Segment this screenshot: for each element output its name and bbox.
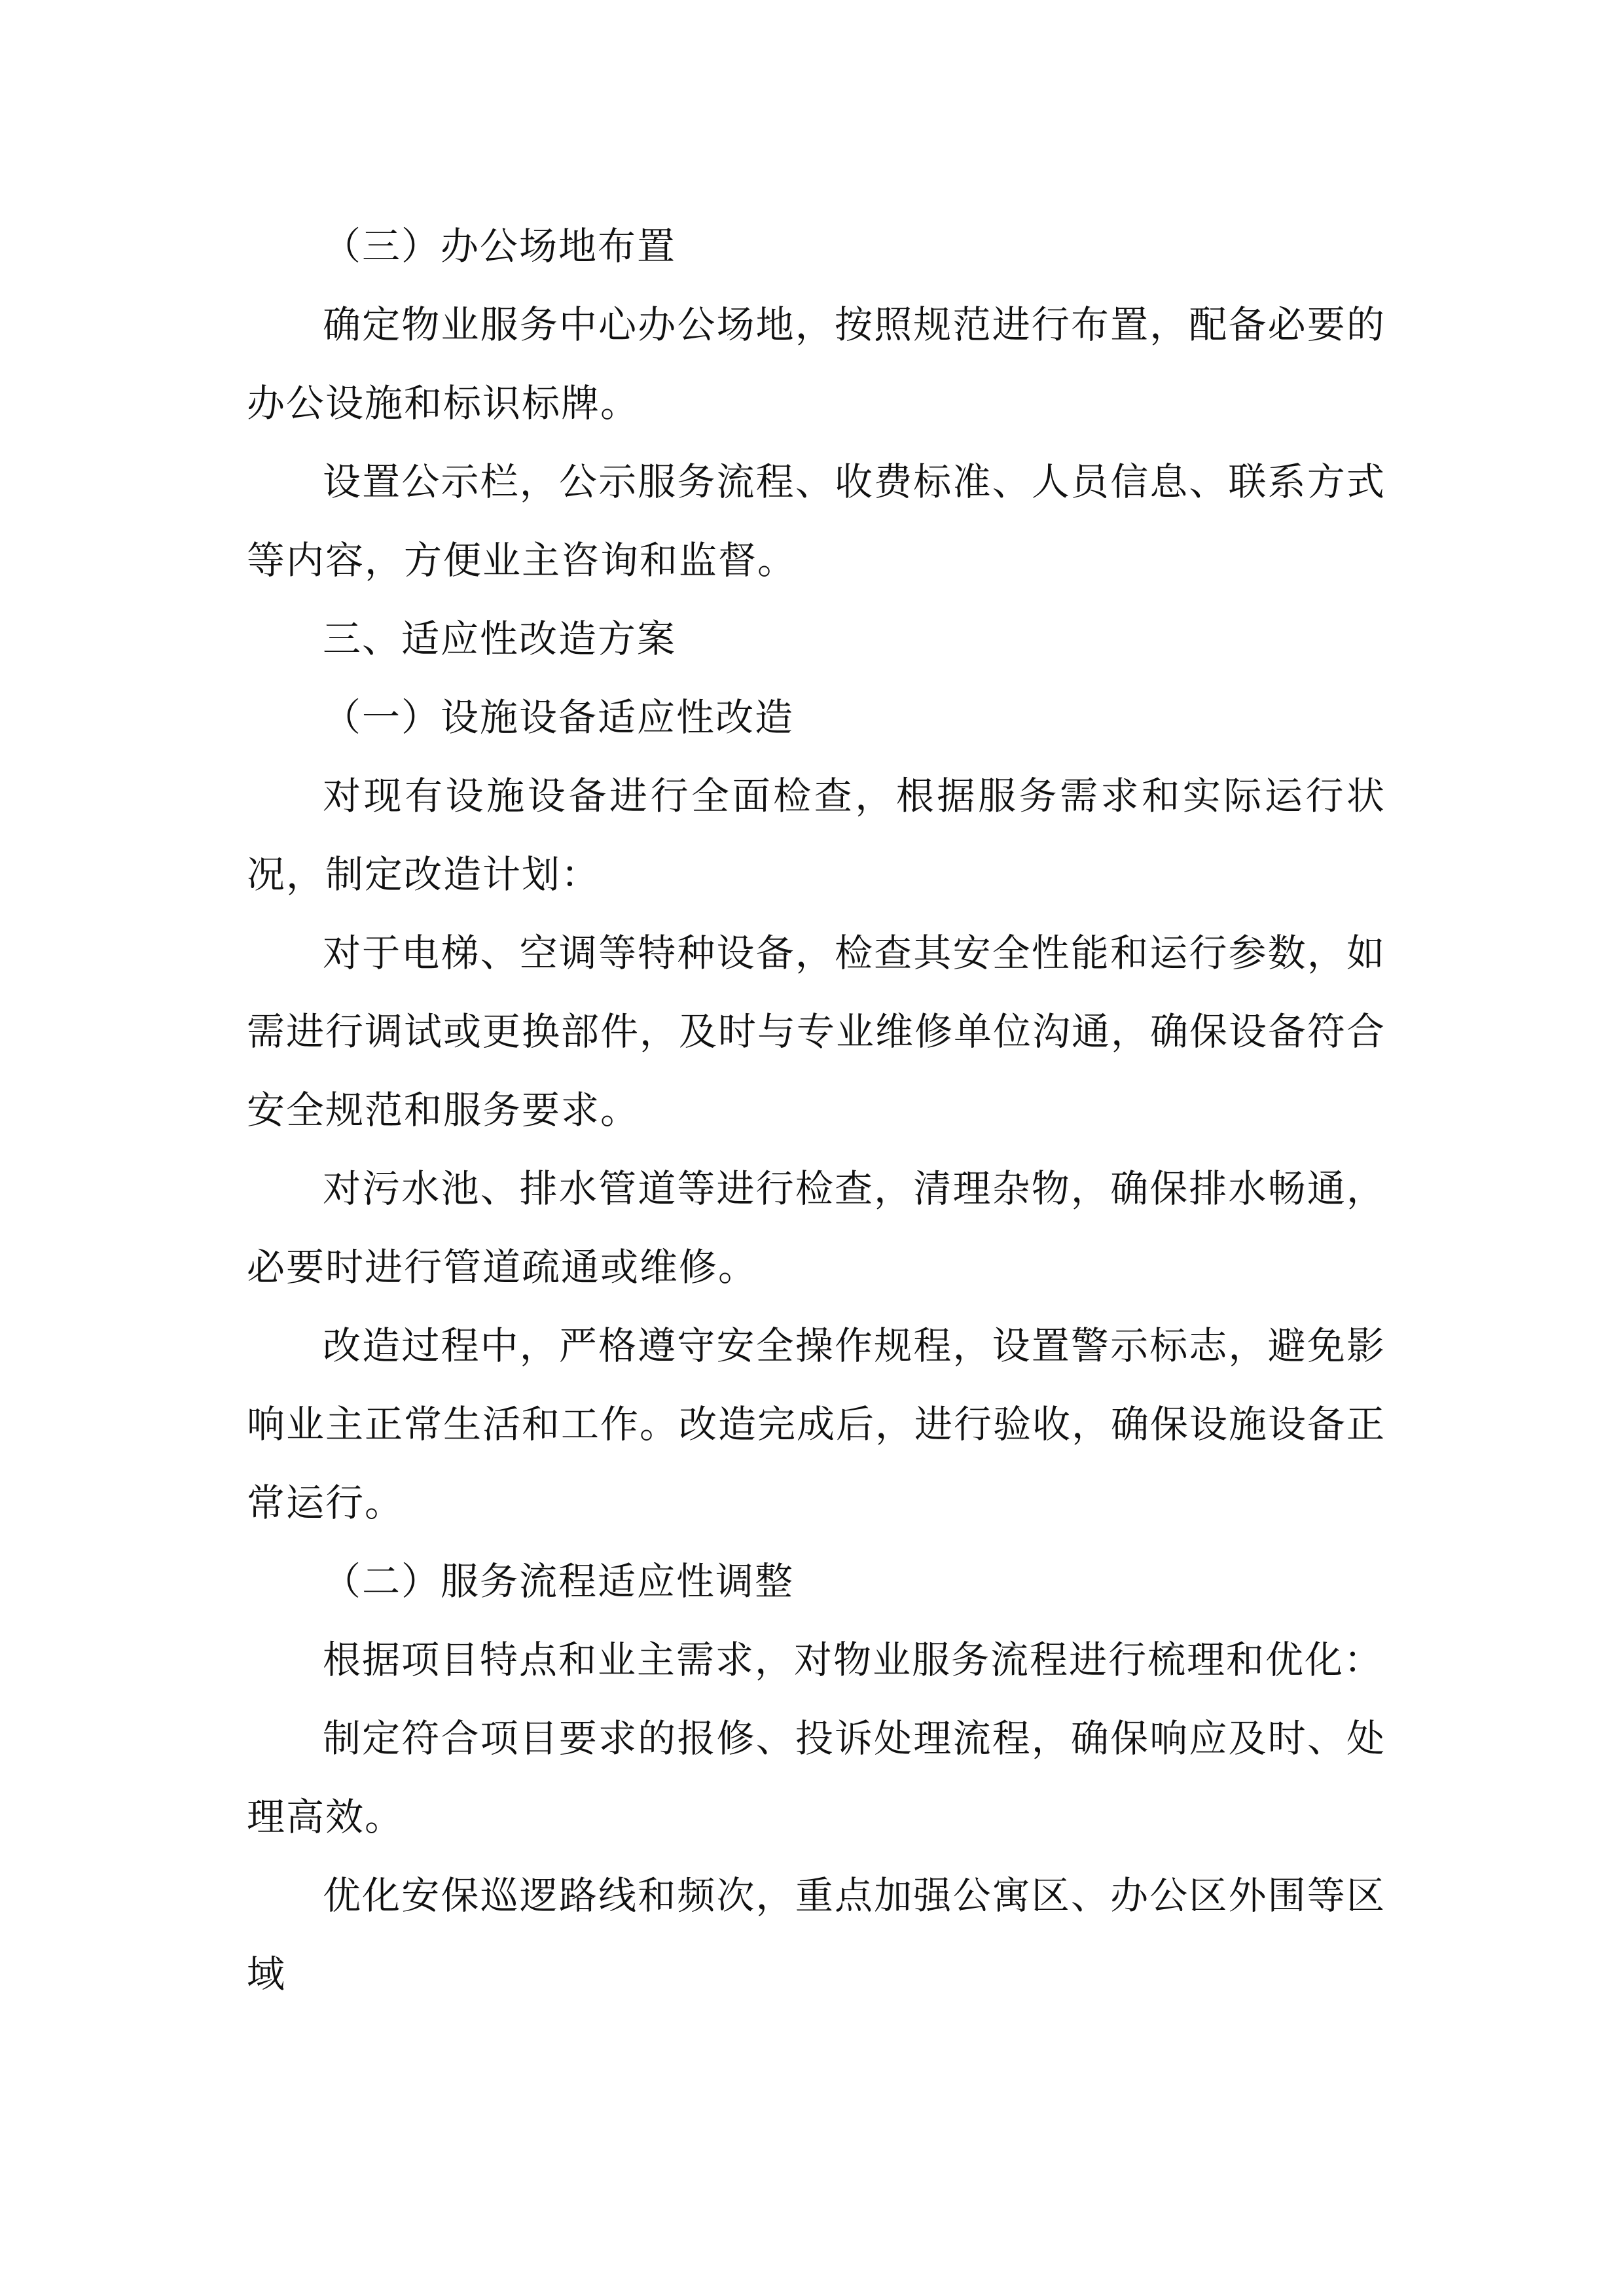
paragraph-office-setup: 确定物业服务中心办公场地，按照规范进行布置，配备必要的办公设施和标识标牌。 [247, 302, 1386, 425]
paragraph-repair-complaint-process: 制定符合项目要求的报修、投诉处理流程，确保响应及时、处理高效。 [247, 1716, 1386, 1839]
paragraph-special-equipment: 对于电梯、空调等特种设备，检查其安全性能和运行参数，如需进行调试或更换部件，及时与专业维修单位沟通，确保设备符合安全规范和服务要求。 [247, 931, 1386, 1132]
document-body [247, 207, 1386, 2013]
paragraph-renovation-safety: 改造过程中，严格遵守安全操作规程，设置警示标志，避免影响业主正常生活和工作。改造完成后，进行验收，确保设施设备正常运行。 [247, 1323, 1386, 1525]
paragraph-security-patrol: 优化安保巡逻路线和频次，重点加强公寓区、办公区外围等区域 [247, 1873, 1386, 1996]
paragraph-process-optimization: 根据项目特点和业主需求，对物业服务流程进行梳理和优化： [323, 1638, 1384, 1682]
paragraph-bulletin-board: 设置公示栏，公示服务流程、收费标准、人员信息、联系方式等内容，方便业主咨询和监督。 [247, 459, 1386, 583]
paragraph-facility-inspection: 对现有设施设备进行全面检查，根据服务需求和实际运行状况，制定改造计划： [247, 774, 1386, 897]
section-subheading-service-process: （二）服务流程适应性调整 [323, 1559, 795, 1604]
paragraph-drainage-check: 对污水池、排水管道等进行检查，清理杂物，确保排水畅通，必要时进行管道疏通或维修。 [247, 1166, 1386, 1289]
section-subheading-office-layout: （三）办公场地布置 [323, 224, 677, 268]
section-heading-adaptation-plan: 三、适应性改造方案 [323, 617, 677, 661]
section-subheading-facility-adaptation: （一）设施设备适应性改造 [323, 695, 795, 740]
